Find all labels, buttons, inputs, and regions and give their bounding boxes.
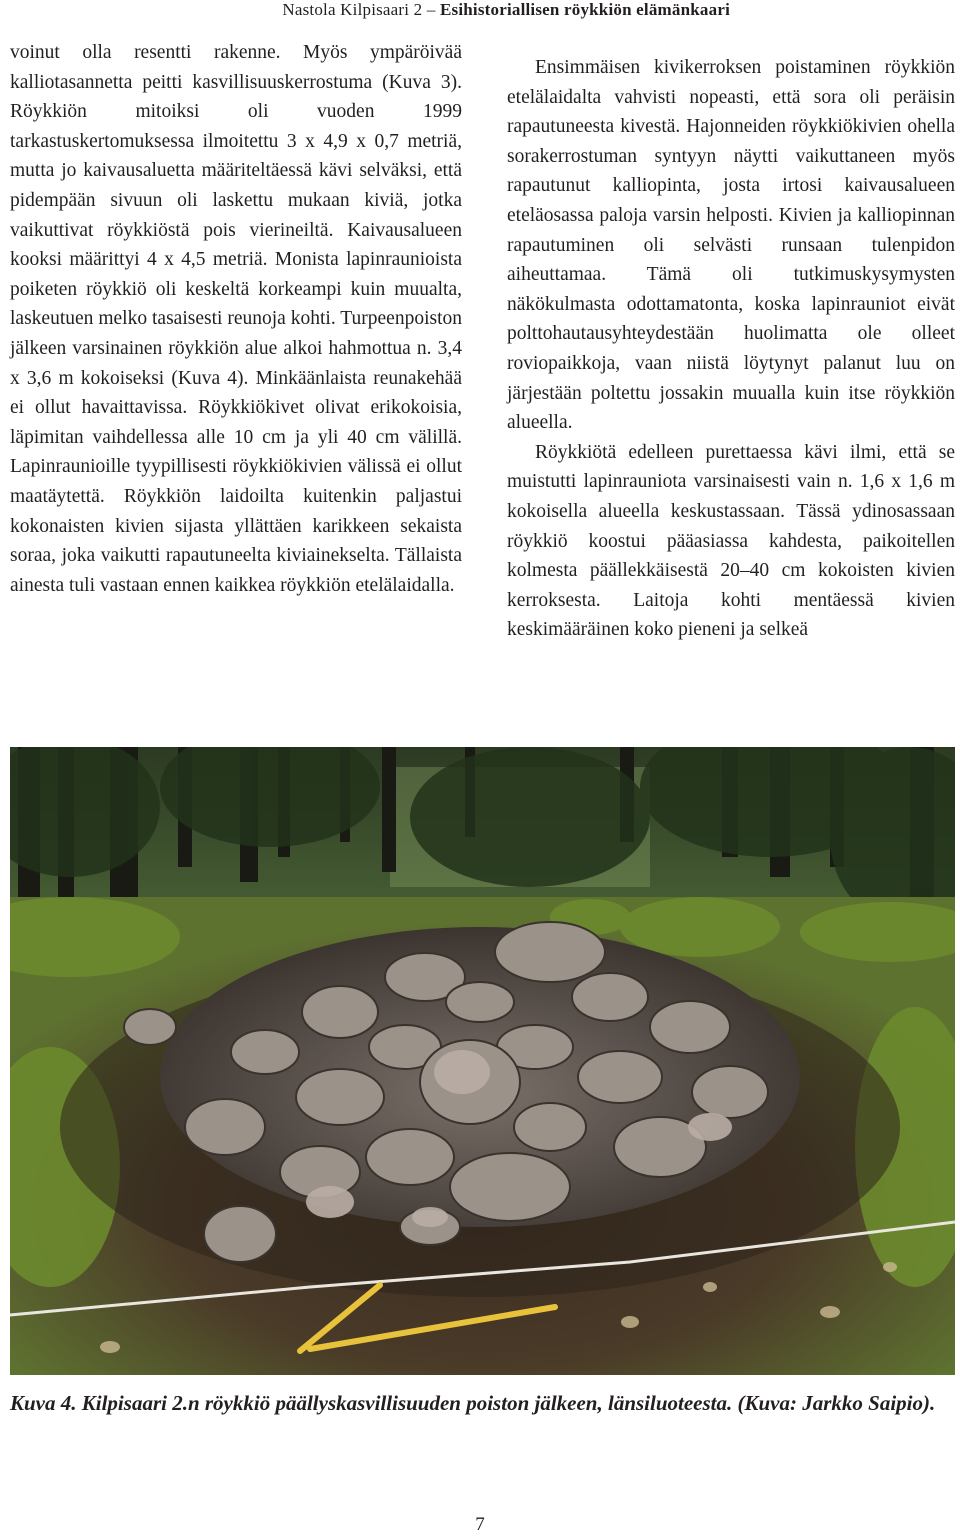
paragraph: Röykkiötä edelleen purettaessa kävi ilmi, että se muistutti lapinrauniota varsinaisesti vain n. 1,6 x 1,6 m kokoisella alueella keskustassaan. Tässä ydinosassaan röykkiö koostui pääasiassa kahdesta, paikoitellen kolmesta päällekkäisestä 20–40 cm kokoisten kivien kerroksesta. Laitoja kohti mentäessä kivien keskimääräinen koko pieneni ja selkeä <box>507 441 955 641</box>
figure-photo <box>10 747 955 1375</box>
paragraph: voinut olla resentti rakenne. Myös ympäröivää kalliotasannetta peitti kasvillisuuskerrostuma (Kuva 3). Röykkiön mitoiksi oli vuoden 1999 tarkastuskertomuksessa ilmoitettu 3 x 4,9 x 0,7 metriä, mutta jo kaivausaluetta määriteltäessä kävi selväksi, että pidempään sivuun oli laskettu mukaan kiviä, jotka vaikuttivat röykkiöstä pois vierineiltä. Kaivausalueen kooksi määrittyi 4 x 4,5 metriä. Monista lapinraunioista poiketen röykkiö oli keskeltä korkeampi kuin muualta, laskeutuen melko tasaisesti reunoja kohti. Turpeenpoiston jälkeen varsinainen röykkiön alue alkoi hahmottua n. 3,4 x 3,6 m kokoiseksi (Kuva 4). Minkäänlaista reunakehää ei ollut havaittavissa. Röykkiökivet olivat erikokoisia, läpimitan vaihdellessa alle 10 cm ja yli 40 cm välillä. Lapinraunioille tyypillisesti röykkiökivien välissä ei ollut maatäytettä. Röykkiön laidoilta kuitenkin paljastui kokonaisten kivien sijasta yllättäen karikkeen sekaista soraa, joka vaikutti rapautuneelta kiviainekselta. Tällaista ainesta tuli vastaan ennen kaikkea röykkiön etelälaidalla. <box>10 42 462 596</box>
header-title: Esihistoriallisen röykkiön elämänkaari <box>439 0 730 19</box>
header-site: Nastola Kilpisaari 2 <box>282 0 423 19</box>
figure-caption: Kuva 4. Kilpisaari 2.n röykkiö päällyskasvillisuuden poiston jälkeen, länsiluoteesta. (Kuva: Jarkko Saipio). <box>10 1391 936 1415</box>
paragraph: Ensimmäisen kivikerroksen poistaminen röykkiön etelälaidalta vahvisti nopeasti, että sora oli peräisin rapautuneesta kivestä. Hajonneiden röykkiökivien ohella sorakerrostuman syntyyn näytti vaikuttaneen myös rapautunut kalliopinta, josta irtosi kaivausalueen eteläosassa paloja varsin helposti. Kivien ja kalliopinnan rapautuminen oli selvästi runsaan tulenpidon aiheuttamaa. Tämä oli tutkimuskysymysten näkökulmasta odottamatonta, koska lapinrauniot eivät polttohautausyhteydestään huolimatta ole olleet roviopaikkoja, vaan niistä löytynyt palanut luu on järjestään poltettu jossakin muualla kuin itse röykkiön alueella. <box>507 57 955 434</box>
left-column <box>10 38 462 600</box>
right-column <box>507 53 955 645</box>
page-number: 7 <box>475 1514 485 1535</box>
header-dash: – <box>426 0 436 19</box>
running-header <box>282 0 730 20</box>
cairn-photo-illustration <box>10 747 955 1375</box>
